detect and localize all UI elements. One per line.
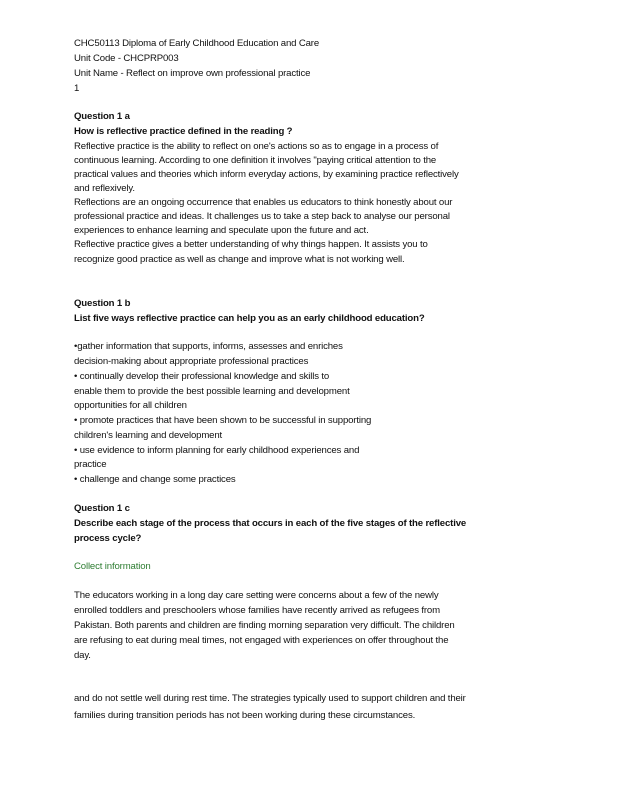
q1b-list-line: •gather information that supports, informs, assesses and enriches [74, 341, 343, 352]
q1b-list-line: • promote practices that have been shown to be successful in supporting [74, 415, 372, 426]
q1b-list-line: • use evidence to inform planning for early childhood experiences and [74, 445, 360, 456]
q1a-text-line: and reflexively. [74, 183, 135, 194]
q1c-para-line: Pakistan. Both parents and children are finding morning separation very difficult. The children [74, 620, 455, 631]
q1a-text-line: practical values and theories which inform everyday actions, by examining practice reflectively [74, 169, 459, 180]
q1a-text-line: recognize good practice as well as change and improve what is not working well. [74, 254, 405, 265]
q1c-para-line: enrolled toddlers and preschoolers whose families have recently arrived as refugees from [74, 605, 440, 616]
q1a-text-line: Reflective practice is the ability to reflect on one's actions so as to engage in a process of [74, 141, 439, 152]
q1c-para-line: are refusing to eat during meal times, not engaged with experiences on offer throughout the [74, 635, 449, 646]
q1c-para-line: families during transition periods has not been working during these circumstances. [74, 710, 416, 721]
q1b-heading: Question 1 b [74, 298, 131, 309]
unit-code: Unit Code - CHCPRP003 [74, 53, 179, 64]
q1b-question: List five ways reflective practice can help you as an early childhood education? [74, 313, 425, 324]
q1b-list-line: • challenge and change some practices [74, 474, 236, 485]
q1a-text-line: Reflections are an ongoing occurrence that enables us educators to think honestly about our [74, 197, 453, 208]
q1c-heading: Question 1 c [74, 503, 130, 514]
unit-name: Unit Name - Reflect on improve own professional practice [74, 68, 311, 79]
q1b-list-line: children's learning and development [74, 430, 223, 441]
q1a-question: How is reflective practice defined in the reading ? [74, 126, 293, 137]
q1c-question-line: Describe each stage of the process that occurs in each of the five stages of the reflective [74, 518, 467, 529]
q1c-para-line: and do not settle well during rest time. The strategies typically used to support children and their [74, 693, 466, 704]
page-number: 1 [74, 83, 80, 94]
q1a-text-line: continuous learning. According to one definition it involves "paying critical attention to the [74, 155, 437, 166]
q1a-text-line: professional practice and ideas. It challenges us to take a step back to analyse our personal [74, 211, 450, 222]
q1c-question-line: process cycle? [74, 533, 142, 544]
q1b-list-line: decision-making about appropriate professional practices [74, 356, 309, 367]
q1b-list-line: practice [74, 459, 107, 470]
q1b-list-line: enable them to provide the best possible learning and development [74, 386, 350, 397]
q1a-heading: Question 1 a [74, 111, 130, 122]
q1a-text-line: Reflective practice gives a better understanding of why things happen. It assists you to [74, 239, 428, 250]
q1a-text-line: experiences to enhance learning and speculate upon the future and act. [74, 225, 369, 236]
q1c-para-line: day. [74, 650, 91, 661]
collect-information-subheading: Collect information [74, 561, 151, 572]
q1b-list-line: opportunities for all children [74, 400, 187, 411]
q1b-list-line: • continually develop their professional knowledge and skills to [74, 371, 330, 382]
q1c-para-line: The educators working in a long day care setting were concerns about a few of the newly [74, 590, 439, 601]
course-title: CHC50113 Diploma of Early Childhood Education and Care [74, 38, 320, 49]
